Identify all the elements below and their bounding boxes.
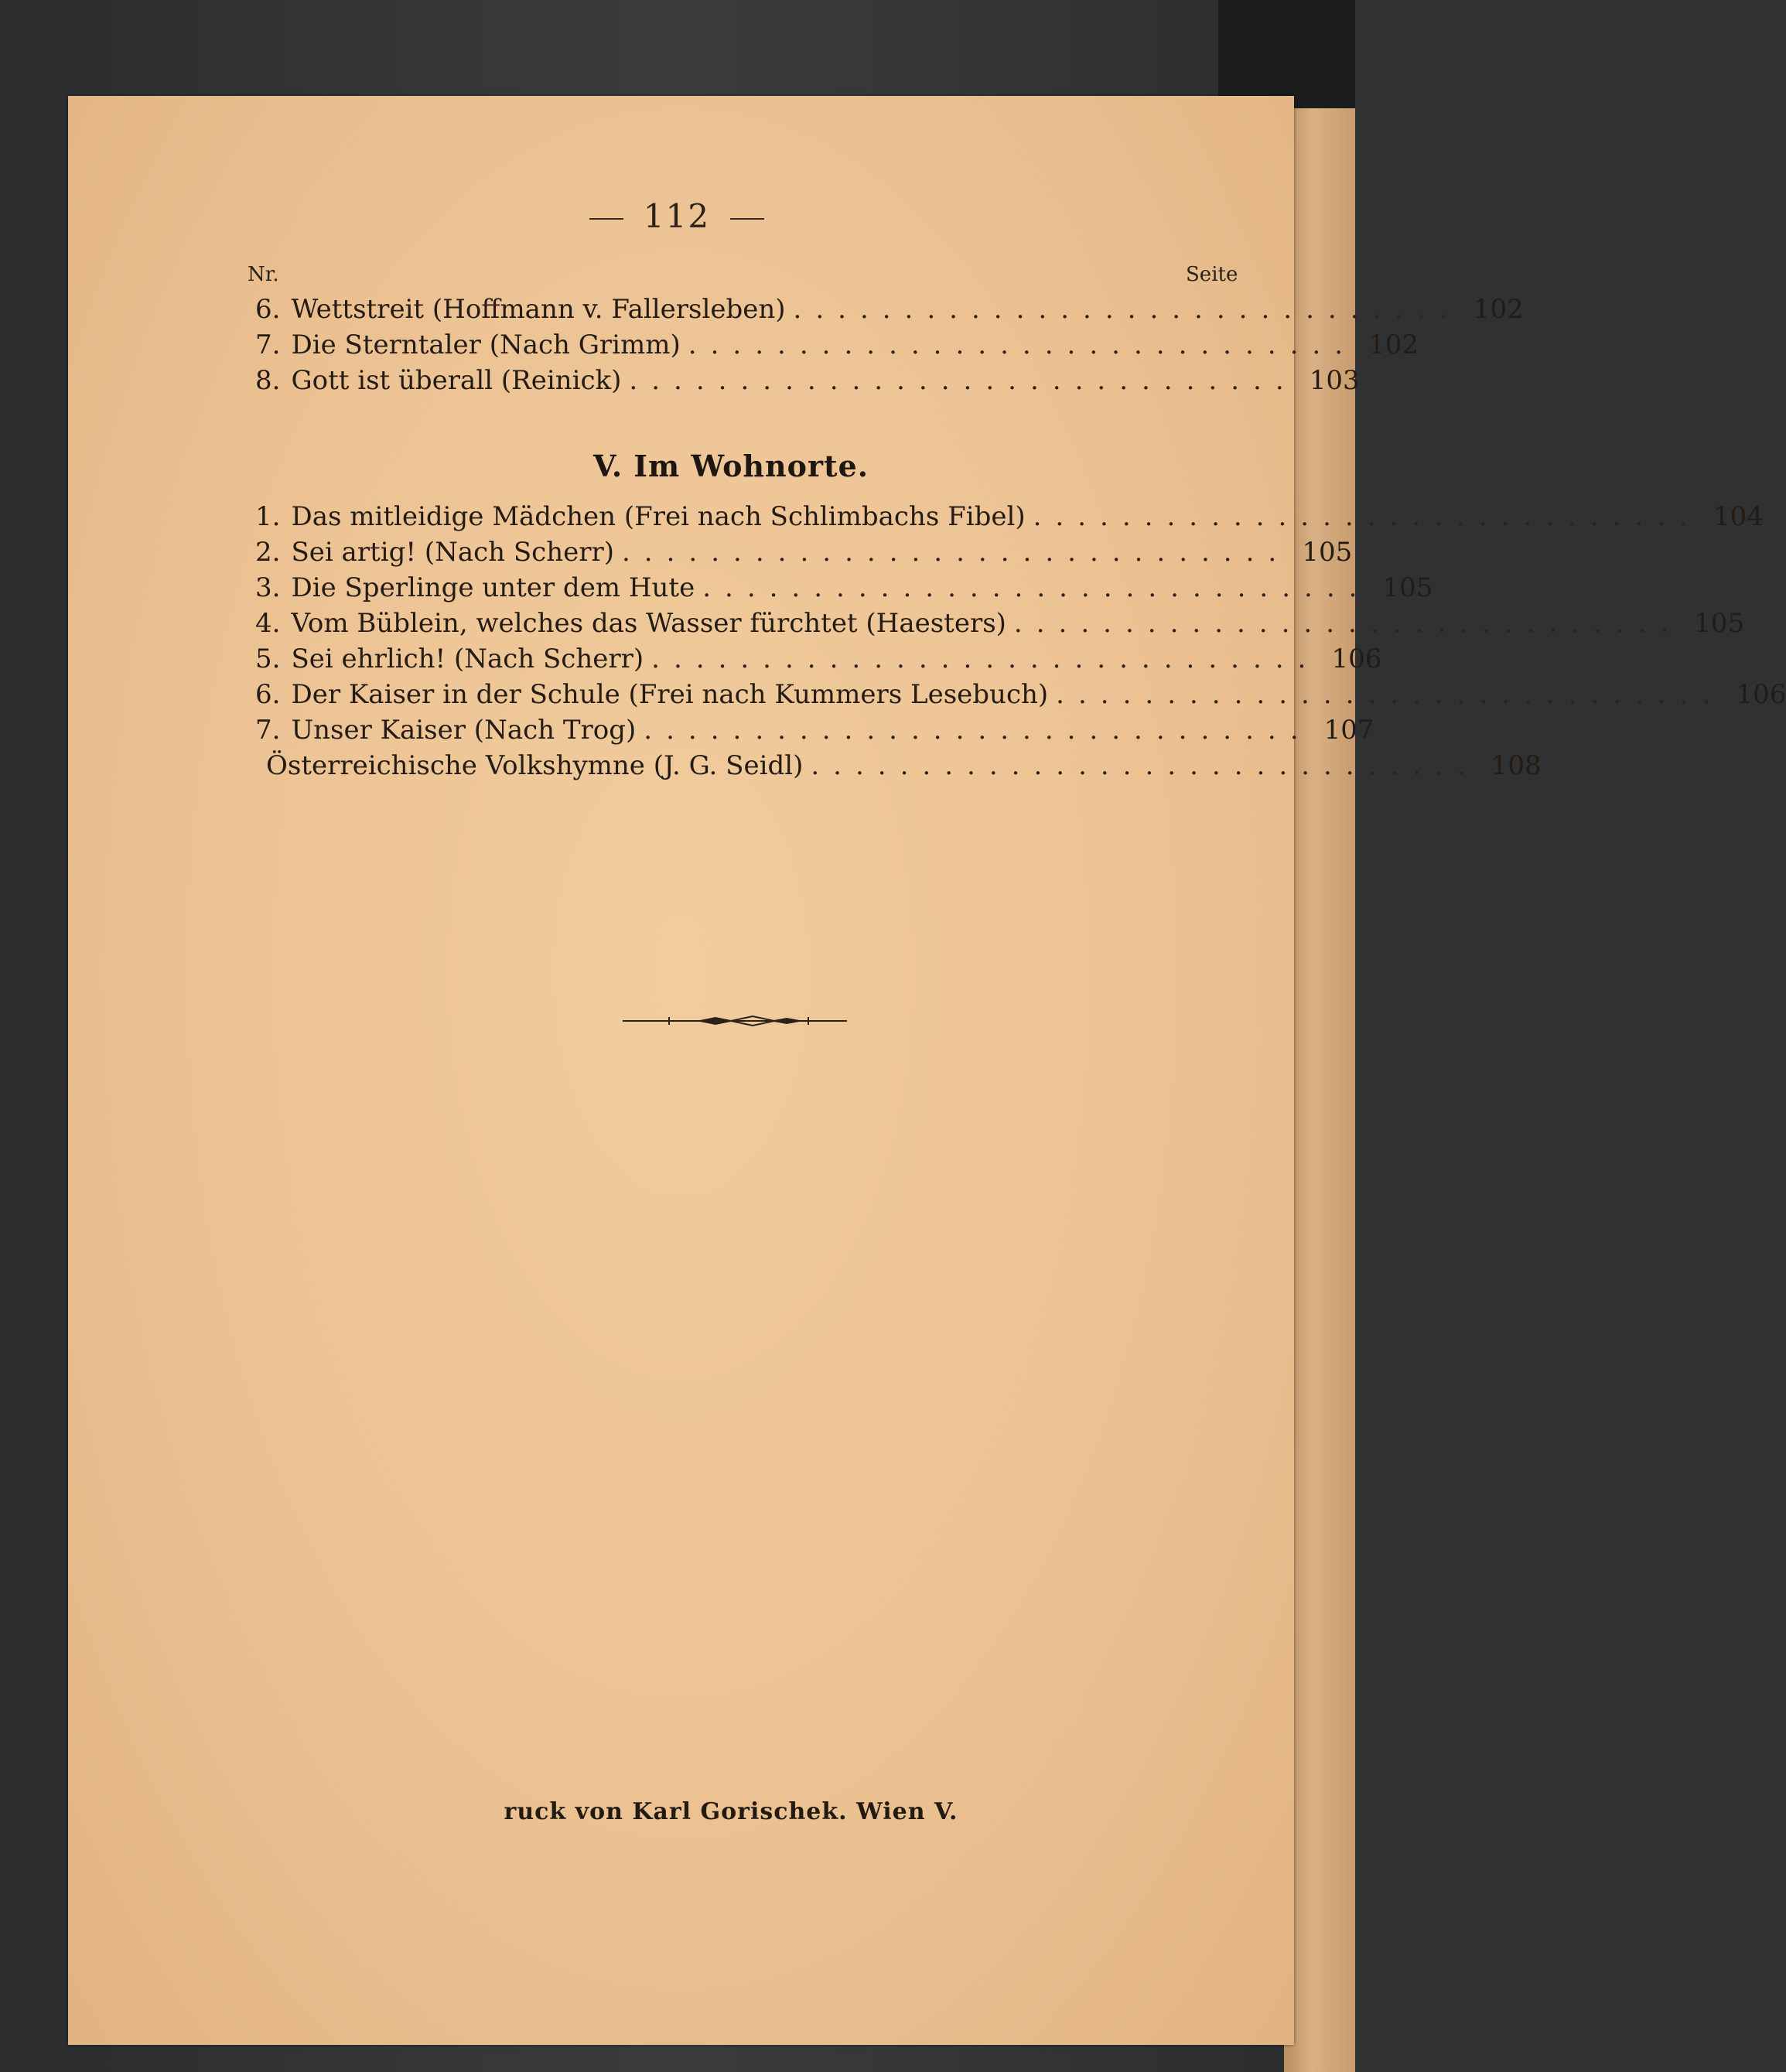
page-number-value: 112 [643, 197, 711, 235]
toc-entry [255, 294, 1524, 328]
entry-page: 105 [1302, 537, 1353, 568]
dash-right [730, 218, 764, 220]
entry-number: 4. [255, 608, 281, 639]
entry-number: 7. [255, 329, 281, 360]
entry-page: 107 [1323, 715, 1375, 746]
leader-dots: .............................. [622, 537, 1291, 568]
dash-left [589, 218, 623, 220]
entry-number: 7. [255, 715, 281, 746]
toc-entry [255, 715, 1375, 749]
entry-title: Vom Büblein, welches das Wasser fürchtet (Haesters) [291, 608, 1006, 639]
toc-entry [255, 750, 1542, 784]
header-page-label: Seite [1186, 263, 1238, 286]
toc-entry [255, 643, 1382, 678]
leader-dots: .............................. [688, 329, 1357, 360]
entry-page: 103 [1309, 365, 1360, 396]
leader-dots: .............................. [1033, 501, 1702, 532]
entry-title: Die Sperlinge unter dem Hute [291, 572, 695, 603]
entry-page: 106 [1736, 679, 1786, 710]
entry-page: 102 [1368, 329, 1419, 360]
entry-number: 6. [255, 679, 281, 710]
entry-title: Sei ehrlich! (Nach Scherr) [291, 643, 644, 674]
header-number-label: Nr. [248, 263, 279, 286]
entry-number: 6. [255, 294, 281, 325]
toc-entry [255, 537, 1353, 571]
bleed-through [323, 962, 1213, 1813]
entry-title: Sei artig! (Nach Scherr) [291, 537, 614, 568]
entry-title: Das mitleidige Mädchen (Frei nach Schlimbachs Fibel) [291, 501, 1026, 532]
entry-number: 8. [255, 365, 281, 396]
entry-title: Österreichische Volkshymne (J. G. Seidl) [266, 750, 804, 781]
entry-page: 102 [1473, 294, 1524, 325]
leader-dots: .............................. [811, 750, 1480, 781]
entry-number: 3. [255, 572, 281, 603]
toc-entry [255, 679, 1786, 713]
leader-dots: .............................. [1013, 608, 1683, 639]
page-number [0, 197, 1354, 235]
section-heading: V. Im Wohnorte. [592, 449, 869, 483]
leader-dots: .............................. [793, 294, 1462, 325]
entry-title: Wettstreit (Hoffmann v. Fallersleben) [291, 294, 786, 325]
entry-page: 106 [1331, 643, 1382, 674]
toc-entry [255, 572, 1433, 606]
toc-entry [255, 608, 1745, 642]
entry-title: Der Kaiser in der Schule (Frei nach Kummers Lesebuch) [291, 679, 1049, 710]
entry-page: 108 [1491, 750, 1542, 781]
leader-dots: .............................. [651, 643, 1320, 674]
leader-dots: .............................. [702, 572, 1371, 603]
decorative-rule-ornament [623, 1015, 847, 1027]
entry-page: 105 [1694, 608, 1745, 639]
entry-page: 105 [1382, 572, 1433, 603]
entry-title: Gott ist überall (Reinick) [291, 365, 622, 396]
entry-number: 2. [255, 537, 281, 568]
entry-title: Die Sterntaler (Nach Grimm) [291, 329, 681, 360]
toc-entry [255, 365, 1360, 399]
next-page-edge [1284, 108, 1355, 2072]
toc-entry [255, 329, 1419, 364]
printer-imprint: ruck von Karl Gorischek. Wien V. [504, 1798, 958, 1825]
leader-dots: .............................. [629, 365, 1298, 396]
entry-number: 5. [255, 643, 281, 674]
toc-entry [255, 501, 1764, 535]
entry-title: Unser Kaiser (Nach Trog) [291, 715, 637, 746]
leader-dots: .............................. [1056, 679, 1725, 710]
entry-page: 104 [1713, 501, 1764, 532]
leader-dots: .............................. [644, 715, 1313, 746]
entry-number: 1. [255, 501, 281, 532]
